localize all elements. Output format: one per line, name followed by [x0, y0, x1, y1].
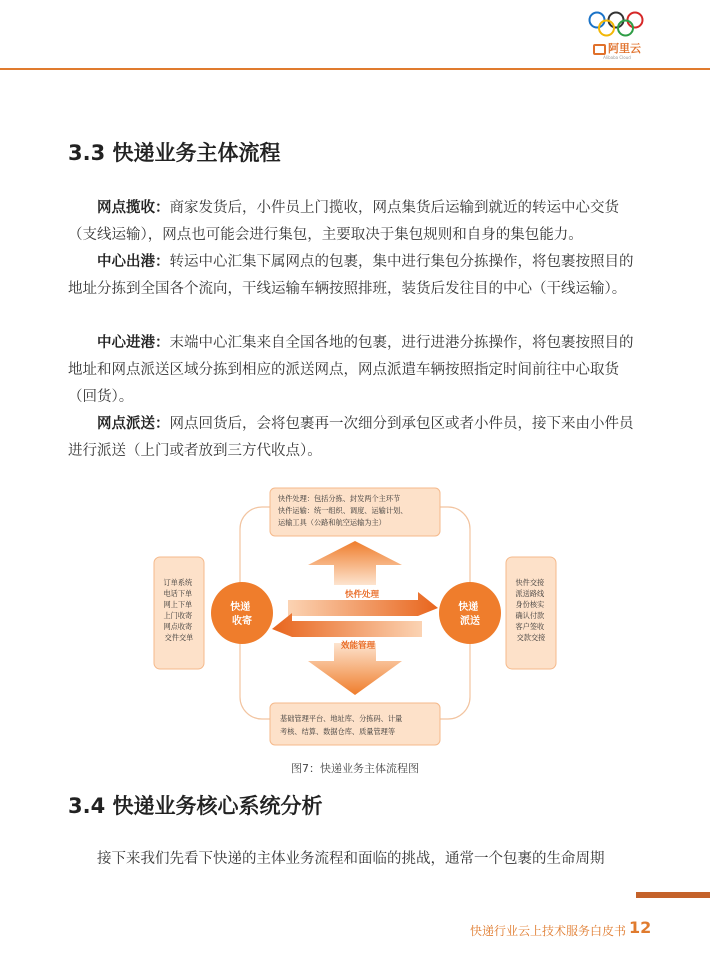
paragraph-inbound	[68, 330, 643, 411]
pickup-circle	[211, 582, 273, 644]
bottom-info-text: 基础管理平台、地址库、分拣码、计量 考核、结算、数据仓库、质量管理等	[280, 714, 403, 736]
paragraph-pickup	[68, 195, 643, 249]
brand-logo	[586, 40, 648, 56]
paragraph-text: 商家发货后，小件员上门揽收，网点集货后运输到就近的转运中心交货（支线运输），网点也可能会进行集包，主要取决于集包规则和自身的集包能力。	[68, 200, 619, 243]
delivery-circle-label: 快递 派送	[458, 602, 480, 627]
paragraph-text: 网点回货后，会将包裹再一次细分到承包区或者小件员，接下来由小件员进行派送（上门或者放到三方代收点）。	[68, 416, 634, 459]
arrow-left-label: 效能管理	[340, 641, 376, 651]
section-title-3-4: 3.4 快递业务核心系统分析	[68, 794, 323, 818]
left-info-text: 订单系统 电话下单 网上下单 上门收寄 网点收寄 交件交单	[163, 578, 194, 642]
term-label: 中心出港：	[97, 254, 170, 270]
delivery-circle	[439, 582, 501, 644]
term-label: 网点派送：	[97, 416, 170, 432]
alibaba-cloud-icon	[593, 44, 606, 55]
right-info-text: 快件交接 派送路线 身份核实 确认付款 客户签收 交款交接	[515, 578, 546, 642]
section-title-3-3: 3.3 快递业务主体流程	[68, 141, 281, 165]
paragraph-text: 转运中心汇集下属网点的包裹，集中进行集包分拣操作，将包裹按照目的地址分拣到全国各个流向，干线运输车辆按照排班，装货后发往目的中心（干线运输）。	[68, 254, 634, 297]
paragraph-text: 接下来我们先看下快递的主体业务流程和面临的挑战，通常一个包裹的生命周期	[97, 851, 605, 867]
footer-accent-bar	[636, 892, 710, 898]
term-label: 中心进港：	[97, 335, 170, 351]
arrow-up-icon	[308, 541, 402, 585]
express-flow-diagram	[150, 485, 560, 755]
paragraph-text: 末端中心汇集来自全国各地的包裹，进行进港分拣操作，将包裹按照目的地址和网点派送区域分拣到相应的派送网点，网点派遣车辆按照指定时间前往中心取货（回货）。	[68, 335, 634, 405]
paragraph-outbound	[68, 249, 643, 303]
brand-subtext: Alibaba Cloud	[603, 55, 631, 60]
brand-name: 阿里云	[608, 42, 641, 55]
paragraph-delivery	[68, 411, 643, 465]
arrow-right-label: 快件处理	[344, 590, 380, 600]
arrow-left-icon	[272, 613, 422, 637]
paragraph-intro-3-4	[68, 846, 643, 873]
bottom-info-box	[270, 703, 440, 745]
figure-caption: 图7：快递业务主体流程图	[291, 762, 419, 775]
page-number: 12	[629, 918, 652, 937]
pickup-circle-label: 快递 收寄	[230, 602, 252, 627]
footer-title: 快递行业云上技术服务白皮书	[470, 924, 627, 938]
term-label: 网点揽收：	[97, 200, 170, 216]
header-divider	[0, 68, 710, 70]
top-info-text: 快件处理：包括分拣、封发两个主环节 快件运输：统一组织、调度、运输计划、 运输工具（公路和航空运输为主）	[278, 494, 408, 527]
